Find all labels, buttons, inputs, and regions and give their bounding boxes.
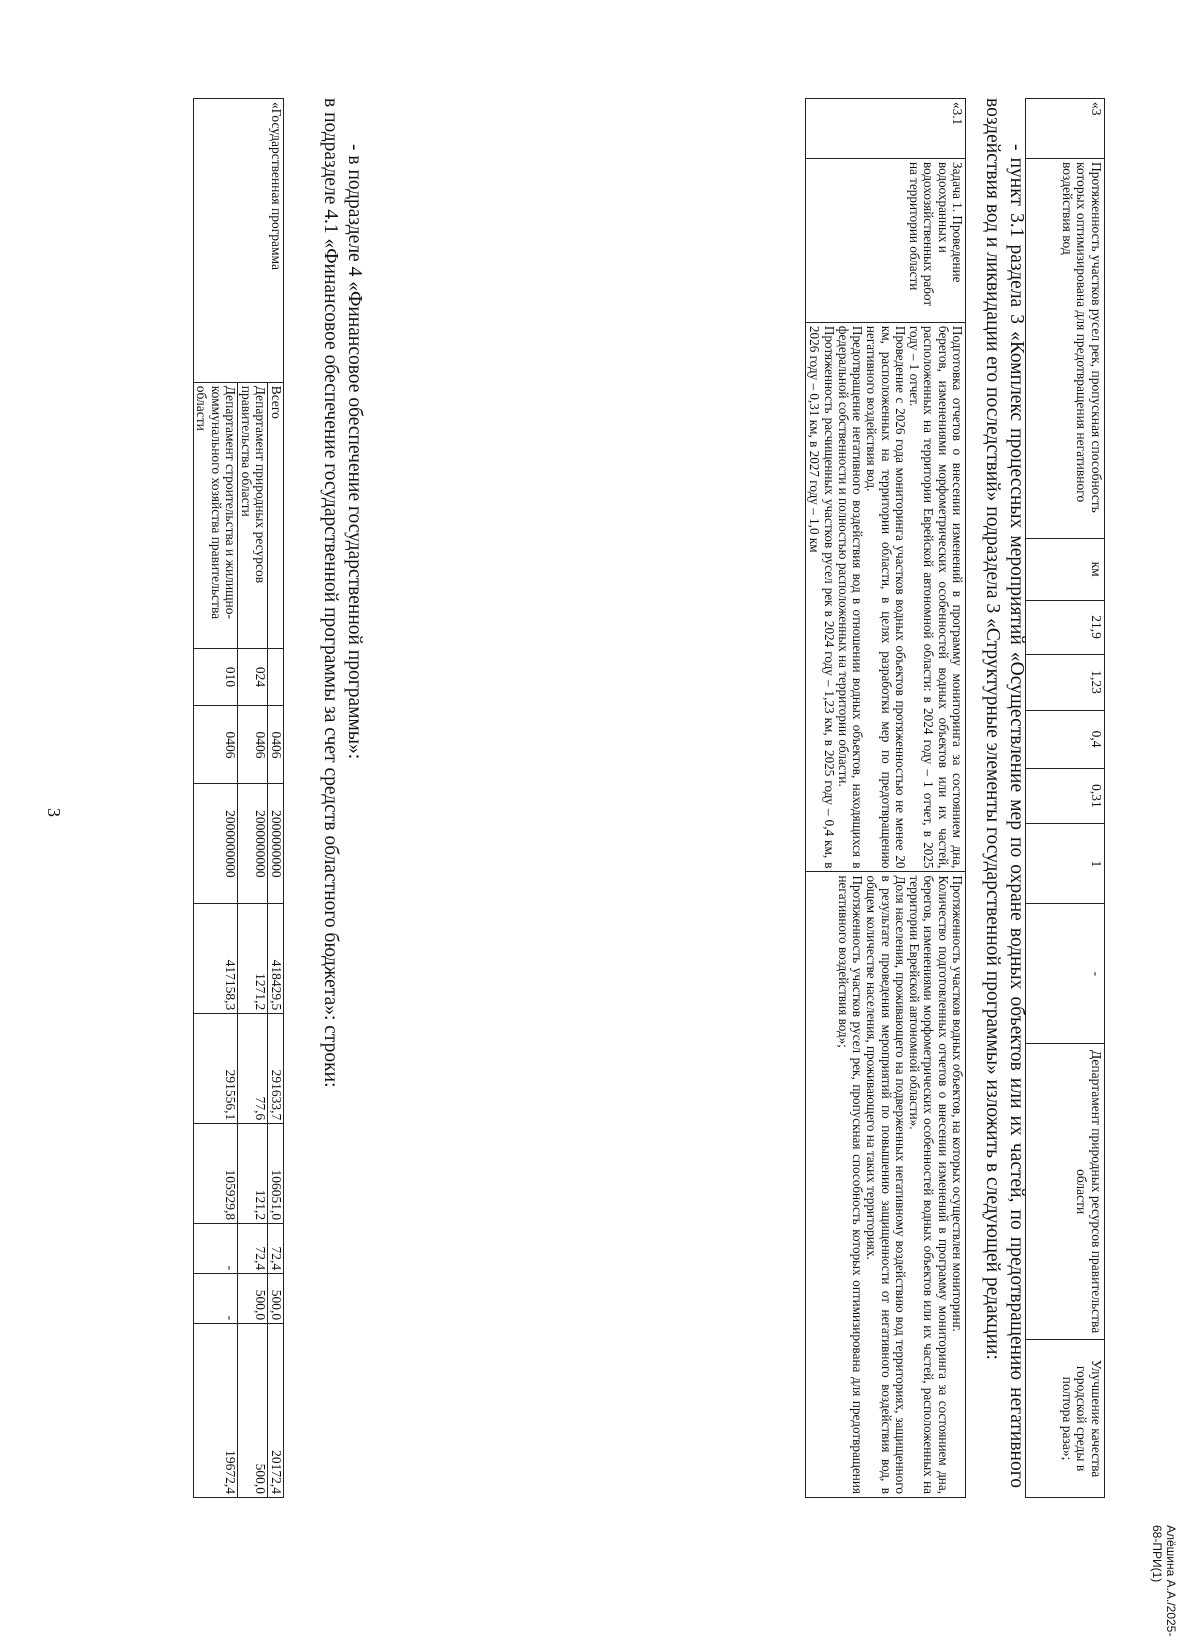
cell-value: 0,4 bbox=[1026, 710, 1105, 768]
page-number: 3 bbox=[44, 808, 64, 817]
cell-year: 291556,1 bbox=[193, 1014, 238, 1124]
cell-value: 1 bbox=[1026, 824, 1105, 904]
measure-text: Подготовка отчетов о внесении изменений в программу мониторинга за состоянием дна, берегов, изменениями морфометрических особенностей водных объектов или их частей, расположенных на территории Еврейской автономной области: в 2024 году – 1 отчет, в 2025 году – 1 отчет. bbox=[907, 325, 965, 869]
paragraph-section-4-1: в подразделе 4.1 «Финансовое обеспечение государственной программы за счет средств областного бюджета»: строки: bbox=[320, 98, 341, 1088]
indicator-text: Количество подготовленных отчетов о внесении изменений в программу мониторинга за состоянием дна, берегов, изменениями морфометрических особенностей водных объектов или их частей, расположенных на территории Еврейской автономной области». bbox=[907, 875, 951, 1494]
cell-year: 19672,4 bbox=[193, 1324, 238, 1498]
measure-text: Проведение с 2026 года мониторинга участков водных объектов протяженностью не менее 20 км, расположенных на территории области, в целях разработки мер по предотвращению негативного воздействия вод. bbox=[864, 325, 908, 869]
indicator-row bbox=[1026, 99, 1105, 1498]
footer-code: Алёшина А.А./2025-68-ПРИ(1) bbox=[1150, 1525, 1178, 1637]
indicator-text: Протяженность участков русел рек, пропускная способность которых оптимизирована для предотвращения негативного воздействия вод»; bbox=[836, 875, 866, 1494]
cell-csr: 2000000000 bbox=[268, 784, 284, 904]
cell-num: «3 bbox=[1026, 99, 1105, 159]
cell-grbs bbox=[268, 648, 284, 706]
cell-total: 418429,5 bbox=[268, 904, 284, 1014]
cell-year: 121,2 bbox=[238, 1124, 268, 1224]
cell-year: 106051,0 bbox=[268, 1124, 284, 1224]
cell-csr: 2000000000 bbox=[193, 784, 238, 904]
cell-value: 21,9 bbox=[1026, 600, 1105, 654]
cell-value: 1,23 bbox=[1026, 654, 1105, 710]
cell-unit: км bbox=[1026, 538, 1105, 600]
cell-year: 77,6 bbox=[238, 1014, 268, 1124]
cell-grbs: 010 bbox=[193, 648, 238, 706]
cell-year: 500,0 bbox=[268, 1274, 284, 1324]
cell-year: 72,4 bbox=[268, 1224, 284, 1274]
cell-effect: Улучшение качества городской среды в полтора раза»; bbox=[1026, 1340, 1105, 1498]
cell-year: 500,0 bbox=[238, 1274, 268, 1324]
cell-year: - bbox=[193, 1274, 238, 1324]
cell-rzpr: 0406 bbox=[193, 706, 238, 784]
paragraph-amend-3-1: - пункт 3.1 раздела 3 «Комплекс процессных мероприятий «Осуществление мер по охране водных объектов или их частей, по предотвращению негативного воздействия вод и ликвидации его последствий» подраздела 3 «Структурные элементы государственной программы» изложить в следующей редакции: bbox=[982, 98, 1027, 1488]
cell-year: 105929,8 bbox=[193, 1124, 238, 1224]
cell-value: 0,31 bbox=[1026, 768, 1105, 824]
cell-year: 72,4 bbox=[238, 1224, 268, 1274]
cell-task: Задача 1. Проведение водоохранных и водохозяйственных работ на территории области bbox=[806, 158, 966, 322]
cell-grbs: 024 bbox=[238, 648, 268, 706]
measure-text: Протяженность расчищенных участков русел рек в 2024 году – 1,23 км, в 2025 году – 0,4 км, в 2026 году – 0,31 км, в 2027 году – 1,0 км bbox=[807, 325, 837, 869]
cell-year: 291633,7 bbox=[268, 1014, 284, 1124]
cell-total: 417158,3 bbox=[193, 904, 238, 1014]
cell-indicator-name: Протяженность участков русел рек, пропускная способность которых оптимизирована для предотвращения негативного воздействия вод bbox=[1026, 158, 1105, 538]
paragraph-section-4: - в подразделе 4 «Финансовое обеспечение государственной программы»: bbox=[344, 144, 365, 760]
cell-department: Департамент природных ресурсов правительства области bbox=[1026, 1044, 1105, 1340]
indicator-text: Доля населения, проживающего на подверженных негативному воздействию вод территориях, защищенного в результате проведения мероприятий по повышению защищенности от негативного воздействия вод, в общем количестве населения, проживающего на таких территориях. bbox=[864, 875, 908, 1494]
cell-measures bbox=[806, 322, 966, 872]
finance-table bbox=[193, 98, 284, 1498]
cell-rzpr: 0406 bbox=[268, 706, 284, 784]
indicator-text: Протяженность участков водных объектов, на которых осуществлен мониторинг. bbox=[950, 875, 965, 1332]
cell-responsible: Всего bbox=[268, 382, 284, 648]
cell-rzpr: 0406 bbox=[238, 706, 268, 784]
cell-year: 20172,4 bbox=[268, 1324, 284, 1498]
task-row bbox=[806, 99, 966, 1498]
cell-total: 1271,2 bbox=[238, 904, 268, 1014]
cell-responsible: Департамент природных ресурсов правительства области bbox=[238, 382, 268, 648]
indicator-table bbox=[1025, 98, 1105, 1498]
cell-year: - bbox=[193, 1224, 238, 1274]
cell-num: «3.1 bbox=[806, 99, 966, 159]
cell-program: «Государственная программа bbox=[193, 99, 283, 383]
cell-indicators bbox=[806, 872, 966, 1498]
finance-row bbox=[268, 99, 284, 1498]
cell-csr: 2000000000 bbox=[238, 784, 268, 904]
cell-year: 500,0 bbox=[238, 1324, 268, 1498]
cell-value: - bbox=[1026, 904, 1105, 1044]
task-table bbox=[805, 98, 966, 1498]
measure-text: Предотвращение негативного воздействия вод в отношении водных объектов, находящихся в федеральной собственности и полностью расположенных на территории области. bbox=[836, 325, 866, 869]
cell-responsible: Департамент строительства и жилищно-коммунального хозяйства правительства области bbox=[193, 382, 238, 648]
